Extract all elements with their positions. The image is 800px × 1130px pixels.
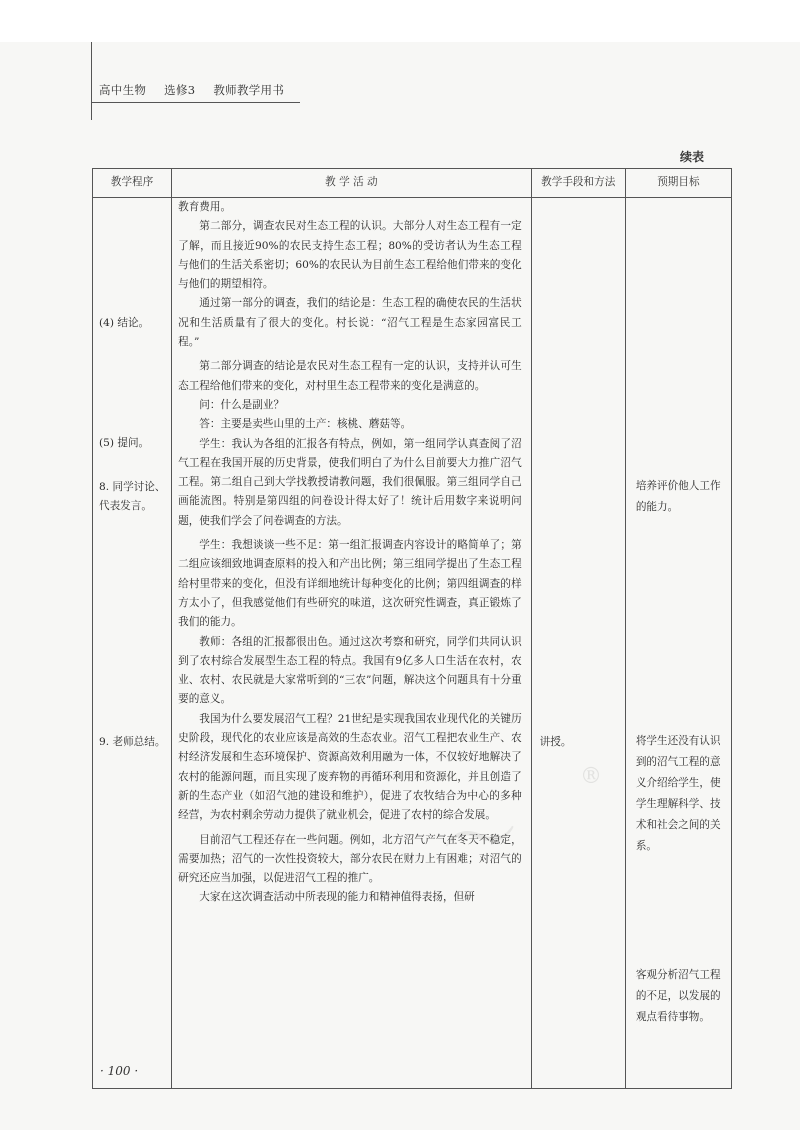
column-header-procedure: 教学程序 (93, 169, 172, 198)
column-header-goal: 预期目标 (625, 169, 731, 198)
table-row (93, 198, 732, 1089)
goal-significance: 将学生还没有认识到的沼气工程的意义介绍给学生，使学生理解科学、技术和社会之间的关系。 (635, 735, 721, 852)
activity-cell (172, 198, 532, 1089)
activity-paragraph: 通过第一部分的调查，我们的结论是：生态工程的确使农民的生活状况和生活质量有了很大的变化。村长说：“沼气工程是生态家园富民工程。” (178, 297, 522, 349)
activity-paragraph: 大家在这次调查活动中所表现的能力和精神值得表扬，但研 (199, 891, 475, 904)
procedure-discussion: 8. 同学讨论、代表发言。 (99, 481, 166, 513)
running-header (99, 82, 298, 98)
top-margin (0, 0, 800, 42)
method-lecture: 讲授。 (539, 736, 572, 748)
table-header-row (93, 169, 732, 198)
header-rule-horizontal (91, 102, 300, 103)
procedure-question: (5) 提问。 (99, 437, 150, 449)
book-page (0, 42, 800, 1130)
activity-paragraph: 学生：我认为各组的汇报各有特点，例如，第一组同学认真查阅了沼气工程在我国开展的历史背景，使我们明白了为什么目前要大力推广沼气工程。第二组自己到大学找教授请教问题，我们很佩服。第三组同学自己画能流图。特别是第四组的问卷设计得太好了！统计后用数字来说明问题，使我们学会了问卷调查的方法。 (178, 437, 522, 527)
activity-paragraph: 问：什么是副业？ (199, 398, 285, 411)
activity-paragraph: 教师：各组的汇报都很出色。通过这次考察和研究，同学们共同认识到了农村综合发展型生态工程的特点。我国有9亿多人口生活在农村，农业、农村、农民就是大家常听到的“三农”问题，解决这个问题具有十分重要的意义。 (178, 635, 522, 706)
activity-paragraph: 答：主要是卖些山里的土产：核桃、蘑菇等。 (199, 418, 412, 431)
goal-shortcomings: 客观分析沼气工程的不足，以发展的观点看待事物。 (635, 969, 721, 1023)
activity-paragraph: 目前沼气工程还存在一些问题。例如，北方沼气产气在冬天不稳定，需要加热；沼气的一次性投资较大，部分农民在财力上有困难；对沼气的研究还应当加强，以促进沼气工程的推广。 (178, 833, 522, 885)
activity-paragraph: 教育费用。 (178, 201, 232, 213)
procedure-conclusion: (4) 结论。 (99, 317, 150, 329)
header-book-title: 高中生物 (99, 83, 147, 97)
registered-mark: ® (580, 764, 602, 789)
goal-evaluation: 培养评价他人工作的能力。 (635, 480, 721, 513)
page-number: · 100 · (100, 1064, 139, 1078)
procedure-teacher-summary: 9. 老师总结。 (99, 736, 166, 748)
continued-label: 续表 (680, 150, 705, 164)
activity-paragraph: 学生：我想谈谈一些不足：第一组汇报调查内容设计的略简单了；第二组应该细致地调查原料的投入和产出比例；第三组同学提出了生态工程给村里带来的变化，但没有详细地统计每种变化的比例；第四组调查的样方太小了，但我感觉他们有些研究的味道，这次研究性调查，真正锻炼了我们的能力。 (178, 539, 522, 629)
header-rule-vertical (91, 42, 92, 120)
activity-paragraph: 第二部分，调查农民对生态工程的认识。大部分人对生态工程有一定了解，而且接近90%的农民支持生态工程；80%的受访者认为生态工程与他们的生活关系密切；60%的农民认为目前生态工程给他们带来的变化与他们的期望相符。 (178, 220, 522, 291)
lesson-table (92, 168, 732, 1089)
column-header-activity: 教 学 活 动 (172, 169, 532, 198)
method-cell (531, 198, 625, 1089)
procedure-cell (93, 198, 172, 1089)
header-book-type: 教师教学用书 (213, 83, 285, 97)
activity-paragraph: 我国为什么要发展沼气工程？21世纪是实现我国农业现代化的关键历史阶段，现代化的农业应该是高效的生态农业。沼气工程把农业生产、农村经济发展和生态环境保护、资源高效利用融为一体，不仅较好地解决了农村的能源问题，而且实现了废弃物的再循环利用和资源化，并且创造了新的生态产业（如沼气池的建设和维护），促进了农牧结合为中心的多种经营，为农村剩余劳动力提供了就业机会，促进了农村的综合发展。 (178, 712, 522, 822)
goal-cell (625, 198, 731, 1089)
watermark: 〜 (433, 788, 527, 891)
header-volume: 选修3 (164, 83, 196, 97)
column-header-method: 教学手段和方法 (531, 169, 625, 198)
activity-paragraph: 第二部分调查的结论是农民对生态工程有一定的认识，支持并认可生态工程给他们带来的变化，对村里生态工程带来的变化是满意的。 (178, 360, 522, 392)
